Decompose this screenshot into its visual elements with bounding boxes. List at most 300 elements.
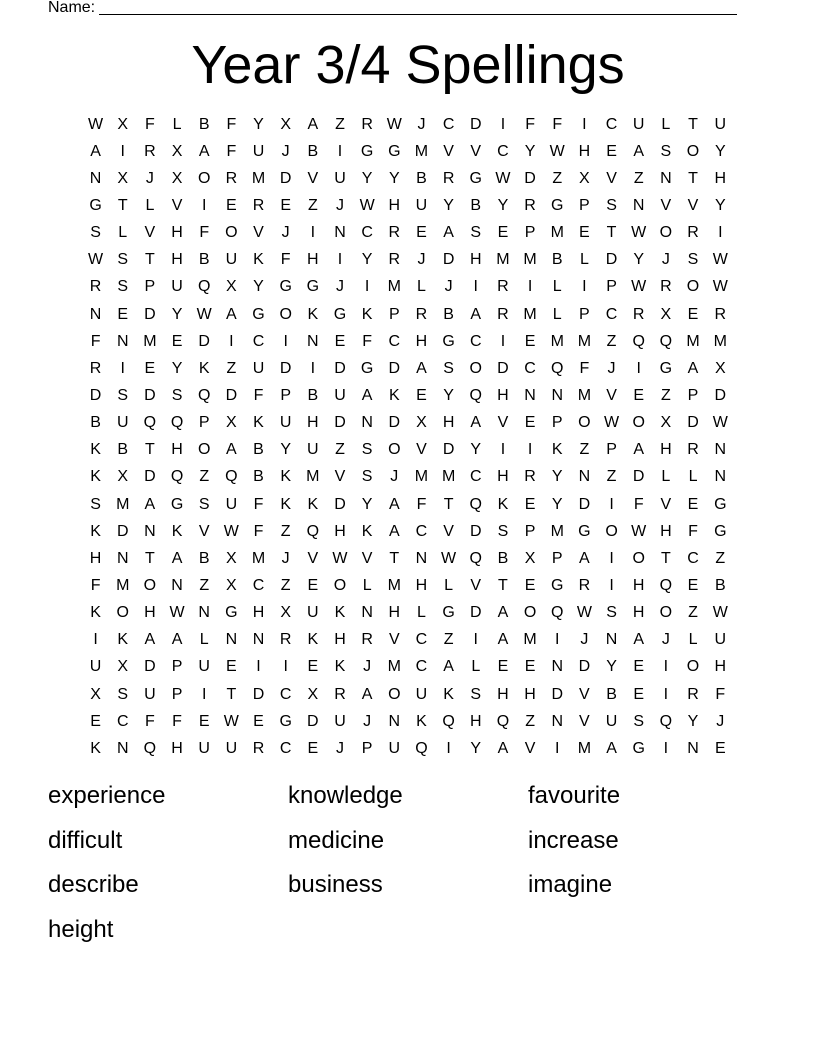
grid-letter: P <box>171 658 183 676</box>
grid-letter: D <box>687 414 699 432</box>
grid-letter: Y <box>443 196 454 214</box>
grid-letter: S <box>660 142 672 160</box>
grid-letter: B <box>198 251 210 269</box>
grid-letter: A <box>687 359 699 377</box>
grid-letter: G <box>333 305 347 323</box>
grid-letter: V <box>198 522 210 540</box>
grid-letter: P <box>579 196 590 214</box>
grid-letter: I <box>283 332 288 350</box>
grid-letter: I <box>500 441 506 459</box>
grid-letter: I <box>446 739 451 757</box>
grid-letter: K <box>90 441 101 459</box>
grid-letter: S <box>90 495 101 513</box>
grid-letter: W <box>88 251 104 269</box>
grid-letter: P <box>579 305 590 323</box>
grid-letter: M <box>251 549 266 567</box>
grid-letter: Y <box>524 142 536 160</box>
grid-letter: R <box>388 251 401 269</box>
grid-letter: E <box>687 305 699 323</box>
grid-letter: I <box>527 441 533 459</box>
grid-letter: S <box>606 196 617 214</box>
grid-letter: V <box>171 196 183 214</box>
grid-letter: U <box>632 115 645 133</box>
grid-letter: A <box>90 142 101 160</box>
grid-letter: E <box>579 224 590 242</box>
grid-letter: H <box>171 739 183 757</box>
grid-letter: X <box>714 359 726 377</box>
grid-letter: R <box>632 305 645 323</box>
grid-letter: U <box>252 142 265 160</box>
grid-letter: T <box>226 685 237 703</box>
grid-letter: I <box>120 359 125 377</box>
grid-letter: E <box>117 305 129 323</box>
grid-letter: D <box>89 386 102 404</box>
grid-letter: M <box>116 495 130 513</box>
grid-letter: P <box>388 305 400 323</box>
grid-letter: R <box>524 196 536 214</box>
grid-letter: K <box>253 414 264 432</box>
grid-letter: Q <box>306 522 320 540</box>
grid-letter: T <box>145 441 155 459</box>
grid-letter: E <box>524 576 536 594</box>
grid-letter: L <box>552 305 562 323</box>
grid-letter: S <box>117 278 129 296</box>
grid-letter: Y <box>633 251 645 269</box>
grid-letter: G <box>659 359 673 377</box>
grid-letter: W <box>332 549 348 567</box>
grid-letter: N <box>714 468 727 486</box>
grid-letter: G <box>170 495 184 513</box>
grid-letter: N <box>361 604 373 622</box>
grid-letter: R <box>361 115 373 133</box>
grid-row <box>82 328 734 355</box>
grid-letter: Y <box>443 386 454 404</box>
grid-letter: M <box>523 305 537 323</box>
grid-letter: W <box>386 115 402 133</box>
grid-letter: S <box>171 386 183 404</box>
grid-letter: Z <box>606 332 617 350</box>
grid-letter: X <box>660 305 672 323</box>
grid-letter: U <box>307 604 319 622</box>
grid-letter: E <box>714 739 726 757</box>
grid-letter: C <box>279 739 292 757</box>
grid-letter: Y <box>714 196 726 214</box>
grid-letter: E <box>280 196 291 214</box>
grid-letter: D <box>334 414 346 432</box>
grid-letter: K <box>361 522 373 540</box>
grid-letter: D <box>334 495 346 513</box>
grid-letter: F <box>416 495 427 513</box>
grid-letter: H <box>144 604 156 622</box>
grid-letter: R <box>442 169 455 187</box>
grid-letter: F <box>172 712 182 730</box>
grid-letter: I <box>609 495 614 513</box>
grid-letter: A <box>361 685 373 703</box>
grid-letter: X <box>226 576 237 594</box>
grid-letter: B <box>606 685 617 703</box>
grid-row <box>82 735 734 762</box>
grid-letter: Z <box>688 604 698 622</box>
grid-row <box>82 627 734 654</box>
grid-letter: D <box>252 685 265 703</box>
grid-letter: Q <box>143 414 157 432</box>
grid-letter: Z <box>335 115 345 133</box>
grid-letter: N <box>605 631 618 649</box>
name-blank-line <box>99 0 737 15</box>
grid-letter: A <box>497 631 509 649</box>
grid-letter: Z <box>199 576 210 594</box>
grid-letter: Q <box>442 712 455 730</box>
grid-letter: F <box>525 115 535 133</box>
grid-letter: Y <box>551 468 563 486</box>
grid-letter: W <box>441 549 457 567</box>
grid-letter: J <box>281 142 290 160</box>
grid-letter: R <box>687 224 699 242</box>
grid-letter: A <box>443 658 454 676</box>
grid-letter: T <box>660 549 671 567</box>
grid-letter: M <box>387 576 401 594</box>
grid-letter: X <box>416 414 427 432</box>
grid-letter: W <box>223 522 239 540</box>
grid-letter: V <box>443 522 454 540</box>
grid-letter: Z <box>307 196 318 214</box>
grid-letter: X <box>307 685 319 703</box>
grid-row <box>82 382 734 409</box>
grid-row <box>82 545 734 572</box>
grid-letter: F <box>90 576 101 594</box>
grid-letter: R <box>578 576 591 594</box>
grid-letter: J <box>281 549 290 567</box>
grid-letter: J <box>281 224 290 242</box>
grid-letter: W <box>631 224 647 242</box>
grid-letter: L <box>661 115 671 133</box>
grid-letter: S <box>117 251 129 269</box>
grid-letter: J <box>145 169 154 187</box>
grid-letter: J <box>335 278 344 296</box>
grid-letter: K <box>90 468 101 486</box>
grid-letter: D <box>497 359 509 377</box>
grid-letter: E <box>524 495 536 513</box>
grid-letter: H <box>334 522 346 540</box>
grid-letter: E <box>90 712 101 730</box>
grid-letter: N <box>116 549 129 567</box>
grid-letter: G <box>442 604 455 622</box>
grid-letter: V <box>687 196 699 214</box>
grid-letter: K <box>90 604 101 622</box>
grid-letter: E <box>416 224 427 242</box>
word-list-item: knowledge <box>288 782 403 809</box>
grid-letter: M <box>143 332 157 350</box>
grid-letter: D <box>469 604 482 622</box>
grid-letter: V <box>606 169 617 187</box>
grid-letter: V <box>253 224 264 242</box>
grid-letter: U <box>388 739 401 757</box>
grid-letter: D <box>632 468 645 486</box>
grid-letter: S <box>497 522 509 540</box>
grid-letter: R <box>89 359 102 377</box>
grid-letter: E <box>524 658 536 676</box>
grid-letter: B <box>198 115 210 133</box>
grid-letter: J <box>335 196 344 214</box>
grid-letter: H <box>497 386 509 404</box>
grid-letter: G <box>89 196 102 214</box>
grid-letter: C <box>497 142 509 160</box>
grid-letter: D <box>605 251 618 269</box>
grid-letter: P <box>551 414 563 432</box>
grid-row <box>82 654 734 681</box>
grid-letter: G <box>388 142 401 160</box>
grid-letter: K <box>307 305 319 323</box>
grid-letter: Z <box>633 169 644 187</box>
grid-letter: V <box>361 549 373 567</box>
grid-letter: O <box>686 278 700 296</box>
grid-letter: A <box>198 142 210 160</box>
grid-letter: O <box>605 522 618 540</box>
grid-letter: T <box>389 549 400 567</box>
grid-letter: K <box>334 604 346 622</box>
grid-letter: F <box>688 522 698 540</box>
grid-letter: U <box>334 712 346 730</box>
grid-letter: O <box>523 604 537 622</box>
word-list-item: medicine <box>288 826 385 854</box>
word-list-item: describe <box>48 871 139 898</box>
grid-letter: G <box>578 522 591 540</box>
grid-letter: W <box>631 522 647 540</box>
word-list-item: experience <box>48 782 166 809</box>
grid-letter: Z <box>226 359 237 377</box>
grid-letter: A <box>388 522 400 540</box>
grid-letter: X <box>226 549 237 567</box>
grid-letter: K <box>253 251 264 269</box>
grid-letter: G <box>469 169 482 187</box>
grid-letter: K <box>551 441 563 459</box>
grid-letter: U <box>116 414 129 432</box>
grid-letter: K <box>198 359 210 377</box>
grid-letter: V <box>497 414 509 432</box>
grid-letter: R <box>361 631 373 649</box>
grid-letter: P <box>551 549 563 567</box>
grid-letter: D <box>279 359 292 377</box>
grid-letter: O <box>659 224 673 242</box>
grid-letter: O <box>388 685 401 703</box>
grid-letter: C <box>687 549 699 567</box>
grid-letter: Y <box>280 441 291 459</box>
grid-letter: Q <box>551 359 564 377</box>
word-search-grid <box>82 111 734 762</box>
grid-letter: G <box>225 604 238 622</box>
grid-letter: W <box>712 414 728 432</box>
grid-letter: G <box>252 305 265 323</box>
grid-letter: E <box>633 386 645 404</box>
grid-letter: N <box>89 305 102 323</box>
grid-letter: U <box>144 685 156 703</box>
grid-letter: T <box>443 495 454 513</box>
grid-letter: N <box>632 196 645 214</box>
grid-letter: W <box>712 278 728 296</box>
grid-letter: R <box>687 685 699 703</box>
grid-letter: R <box>714 305 727 323</box>
grid-letter: E <box>307 658 319 676</box>
grid-letter: H <box>388 604 401 622</box>
grid-letter: O <box>333 576 347 594</box>
grid-letter: T <box>117 196 128 214</box>
grid-letter: M <box>577 739 592 757</box>
grid-letter: O <box>632 549 645 567</box>
grid-letter: D <box>144 305 156 323</box>
grid-letter: C <box>252 576 265 594</box>
grid-letter: U <box>334 386 346 404</box>
grid-letter: F <box>145 712 155 730</box>
grid-letter: G <box>360 359 374 377</box>
grid-letter: N <box>524 386 536 404</box>
grid-letter: U <box>171 278 183 296</box>
grid-letter: D <box>442 441 455 459</box>
grid-letter: A <box>606 739 617 757</box>
grid-letter: Y <box>361 251 373 269</box>
grid-letter: N <box>551 712 564 730</box>
grid-letter: I <box>609 576 614 594</box>
grid-letter: X <box>117 169 129 187</box>
grid-letter: R <box>252 196 265 214</box>
grid-letter: H <box>307 414 319 432</box>
grid-letter: Q <box>170 468 184 486</box>
grid-letter: C <box>361 224 373 242</box>
grid-letter: G <box>360 142 374 160</box>
grid-letter: U <box>225 739 238 757</box>
grid-letter: H <box>442 414 455 432</box>
grid-letter: A <box>470 414 482 432</box>
grid-letter: I <box>500 332 506 350</box>
grid-letter: L <box>145 196 155 214</box>
grid-letter: K <box>443 685 454 703</box>
grid-letter: K <box>416 712 427 730</box>
grid-letter: Y <box>253 115 264 133</box>
grid-letter: U <box>198 658 210 676</box>
grid-letter: O <box>197 169 211 187</box>
grid-letter: Y <box>361 169 373 187</box>
grid-letter: H <box>469 251 482 269</box>
grid-letter: I <box>636 359 641 377</box>
grid-letter: F <box>280 251 291 269</box>
grid-letter: M <box>686 332 700 350</box>
grid-letter: O <box>143 576 157 594</box>
grid-letter: D <box>307 712 319 730</box>
grid-letter: S <box>443 359 454 377</box>
grid-letter: E <box>307 576 319 594</box>
grid-letter: F <box>579 359 590 377</box>
grid-letter: M <box>414 468 429 486</box>
grid-letter: X <box>171 142 183 160</box>
grid-letter: U <box>307 441 319 459</box>
grid-letter: H <box>632 604 645 622</box>
grid-letter: Q <box>632 332 645 350</box>
grid-letter: R <box>279 631 292 649</box>
grid-row <box>82 355 734 382</box>
grid-letter: H <box>714 169 727 187</box>
grid-letter: E <box>253 712 264 730</box>
grid-letter: D <box>225 386 238 404</box>
grid-letter: L <box>688 468 698 486</box>
grid-letter: N <box>307 332 319 350</box>
grid-row <box>82 437 734 464</box>
grid-letter: A <box>579 549 590 567</box>
grid-letter: O <box>197 441 211 459</box>
grid-letter: F <box>90 332 101 350</box>
grid-letter: R <box>687 441 699 459</box>
grid-letter: X <box>524 549 536 567</box>
grid-letter: Q <box>469 386 482 404</box>
grid-letter: C <box>279 685 292 703</box>
grid-letter: F <box>552 115 563 133</box>
grid-letter: I <box>500 115 506 133</box>
grid-letter: I <box>93 631 98 649</box>
grid-letter: N <box>334 224 346 242</box>
grid-letter: N <box>415 549 428 567</box>
grid-letter: U <box>89 658 102 676</box>
grid-letter: M <box>523 631 537 649</box>
grid-letter: D <box>524 169 536 187</box>
grid-letter: W <box>196 305 212 323</box>
grid-letter: W <box>359 196 375 214</box>
grid-letter: U <box>605 712 618 730</box>
grid-letter: N <box>551 658 564 676</box>
grid-letter: R <box>252 739 265 757</box>
grid-letter: H <box>171 441 183 459</box>
grid-letter: Y <box>497 196 509 214</box>
grid-letter: Y <box>714 142 726 160</box>
grid-letter: E <box>606 142 617 160</box>
grid-letter: Q <box>197 386 211 404</box>
grid-letter: M <box>577 386 592 404</box>
grid-letter: L <box>661 468 671 486</box>
grid-letter: W <box>631 278 647 296</box>
grid-letter: G <box>714 495 727 513</box>
grid-letter: D <box>578 658 591 676</box>
grid-letter: Y <box>606 658 617 676</box>
grid-letter: B <box>117 441 129 459</box>
grid-letter: N <box>225 631 238 649</box>
grid-letter: P <box>606 441 617 459</box>
grid-letter: L <box>417 278 426 296</box>
grid-letter: K <box>307 631 319 649</box>
grid-letter: J <box>444 278 453 296</box>
grid-letter: T <box>145 251 155 269</box>
grid-letter: D <box>469 115 482 133</box>
grid-letter: Y <box>687 712 699 730</box>
grid-letter: Y <box>470 739 482 757</box>
grid-letter: F <box>253 522 264 540</box>
grid-letter: H <box>497 468 509 486</box>
grid-letter: E <box>226 658 237 676</box>
grid-letter: J <box>607 359 616 377</box>
grid-letter: A <box>633 631 645 649</box>
grid-letter: L <box>417 604 426 622</box>
grid-letter: E <box>497 224 509 242</box>
grid-letter: H <box>307 251 319 269</box>
grid-letter: H <box>578 142 591 160</box>
grid-letter: O <box>686 142 700 160</box>
word-list-item: business <box>288 871 383 898</box>
grid-letter: Q <box>197 278 211 296</box>
grid-letter: L <box>444 576 454 594</box>
grid-letter: N <box>714 441 727 459</box>
grid-letter: C <box>415 658 428 676</box>
grid-letter: K <box>90 739 101 757</box>
grid-row <box>82 220 734 247</box>
grid-letter: M <box>414 142 429 160</box>
grid-row <box>82 111 734 138</box>
grid-letter: N <box>144 522 156 540</box>
